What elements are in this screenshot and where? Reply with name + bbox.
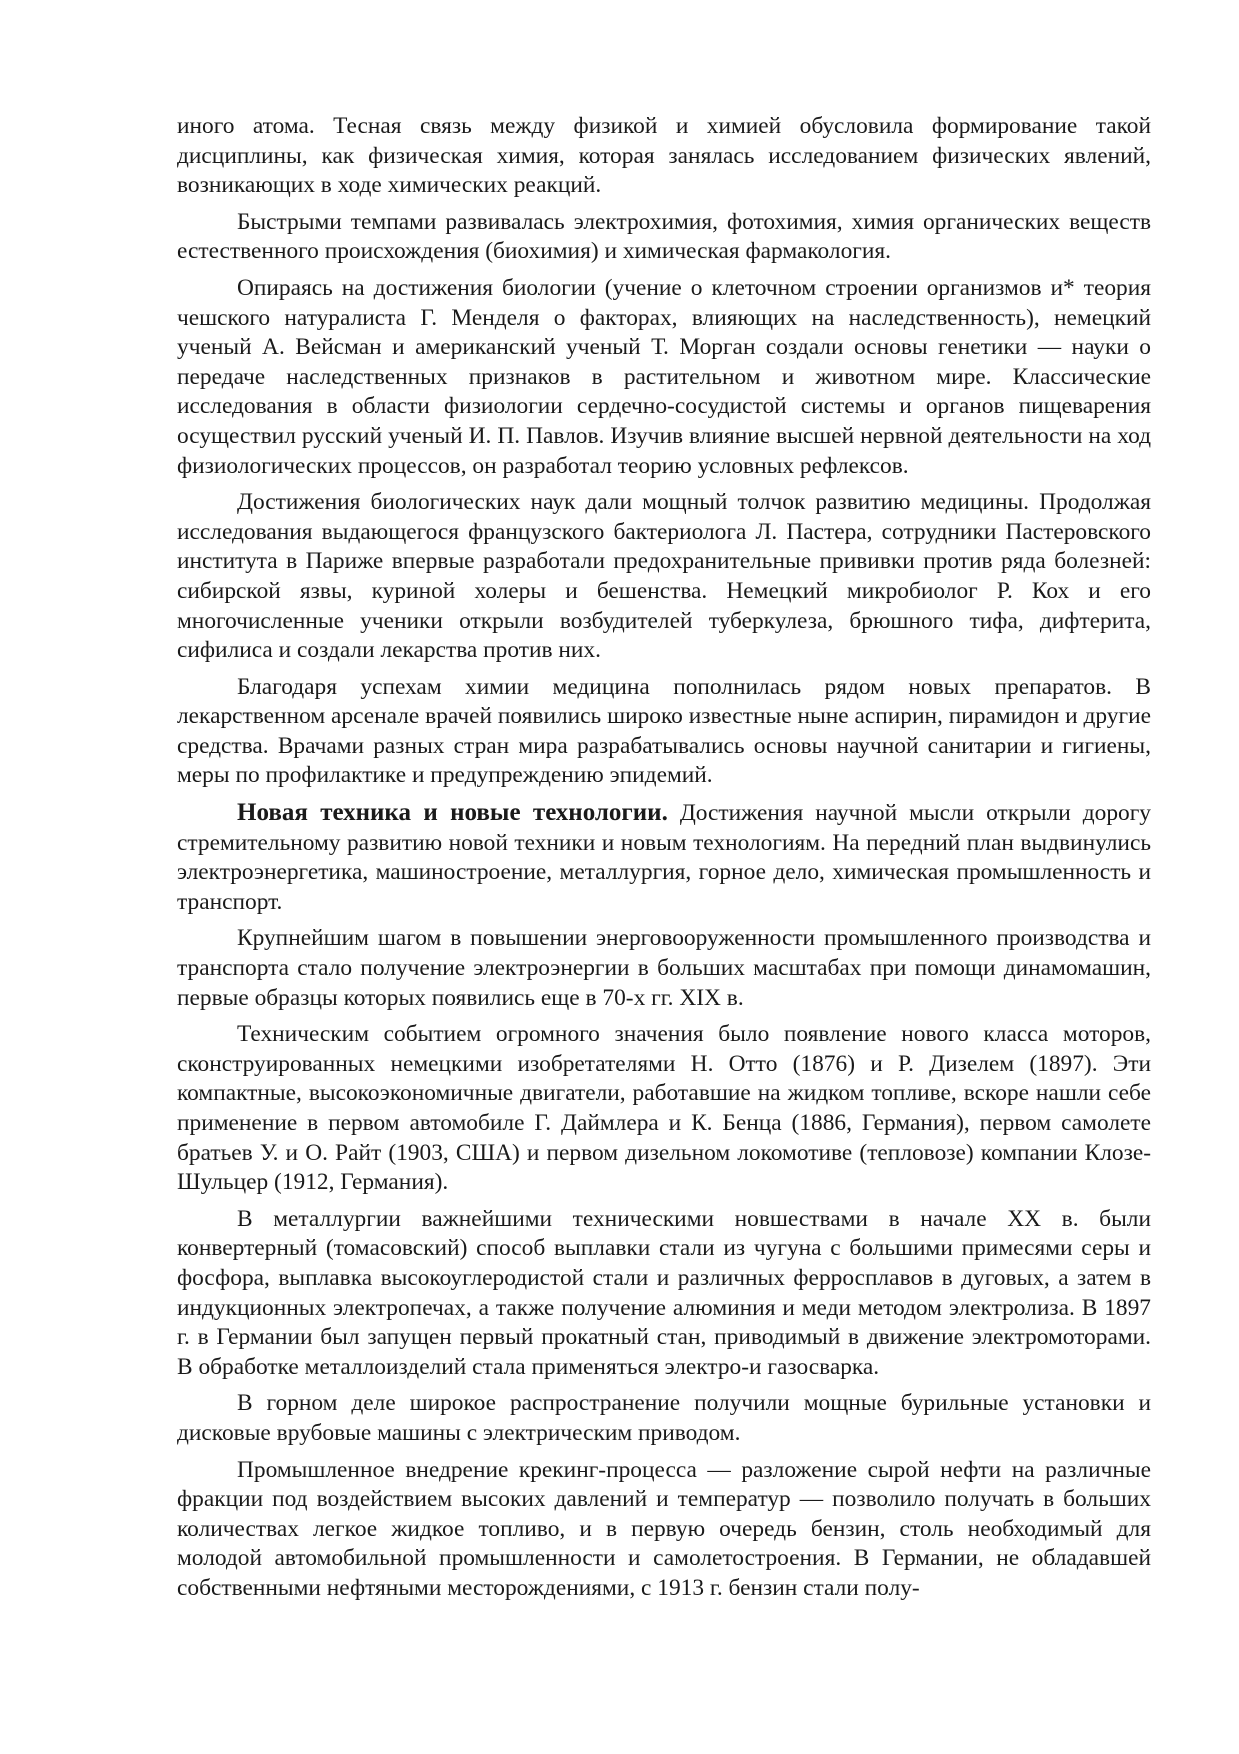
paragraph-genetics: Опираясь на достижения биологии (учение о клеточном строении организмов и* теория чешского натуралиста Г. Менделя о факторах, влияющих на наследственность), немецкий ученый А. Вейсман и американский ученый Т. Морган создали основы генетики — науки о передаче наследственных признаков в растительном и животном мире. Классические исследования в области физиологии сердечно-сосудистой системы и органов пищеварения осуществил русский ученый И. П. Павлов. Изучив влияние высшей нервной деятельности на ход физиологических процессов, он разработал теорию условных рефлексов. (177, 274, 1151, 479)
paragraph-metallurgy: В металлургии важнейшими техническими новшествами в начале XX в. были конвертерный (томасовский) способ выплавки стали из чугуна с большими примесями серы и фосфора, выплавка высокоуглеродистой стали и различных ферросплавов в дуговых, а затем в индукционных электропечах, а также получение алюминия и меди методом электролиза. В 1897 г. в Германии был запущен первый прокатный стан, приводимый в движение электромоторами. В обработке металлоизделий стала применяться электро-и газосварка. (177, 1205, 1151, 1380)
paragraph-cracking: Промышленное внедрение крекинг-процесса — разложение сырой нефти на различные фракции под воздействием высоких давлений и температур — позволило получать в больших количествах легкое жидкое топливо, и в первую очередь бензин, столь необходимый для молодой автомобильной промышленности и самолетостроения. В Германии, не обладавшей собственными нефтяными месторождениями, с 1913 г. бензин стали полу- (177, 1456, 1151, 1601)
paragraph-chemistry-continued: иного атома. Тесная связь между физикой и химией обусловила формирование такой дисциплины, как физическая химия, которая занялась исследованием физических явлений, возникающих в ходе химических реакций. (177, 113, 1151, 199)
paragraph-engines: Техническим событием огромного значения было появление нового класса моторов, сконструированных немецкими изобретателями Н. Отто (1876) и Р. Дизелем (1897). Эти компактные, высокоэкономичные двигатели, работавшие на жидком топливе, вскоре нашли себе применение в первом автомобиле Г. Даймлера и К. Бенца (1886, Германия), первом самолете братьев У. и О. Райт (1903, США) и первом дизельном локомотиве (тепловозе) компании Клозе-Шульцер (1912, Германия). (177, 1021, 1151, 1196)
paragraph-electricity: Крупнейшим шагом в повышении энерговооруженности промышленного производства и транспорта стало получение электроэнергии в больших масштабах при помощи динамомашин, первые образцы которых появились еще в 70-х гг. XIX в. (177, 925, 1151, 1011)
paragraph-chemistry-branches: Быстрыми темпами развивалась электрохимия, фотохимия, химия органических веществ естественного происхождения (биохимия) и химическая фармакология. (177, 208, 1151, 265)
paragraph-pharmacology: Благодаря успехам химии медицина пополнилась рядом новых препаратов. В лекарственном арсенале врачей появились широко известные ныне аспирин, пирамидон и другие средства. Врачами разных стран мира разрабатывались основы научной санитарии и гигиены, меры по профилактике и предупреждению эпидемий. (177, 673, 1151, 789)
document-page (177, 112, 1151, 1611)
paragraph-mining: В горном деле широкое распространение получили мощные бурильные установки и дисковые врубовые машины с электрическим приводом. (177, 1390, 1151, 1446)
section-lead-text: Достижения научной мысли открыли дорогу стремительному развитию новой техники и новым технологиям. На передний план выдвинулись электроэнергетика, машиностроение, металлургия, горное дело, химическая промышленность и транспорт. (177, 800, 1152, 915)
section-heading: Новая техника и новые технологии. (237, 799, 668, 827)
section-new-technology (177, 798, 1151, 917)
paragraph-medicine: Достижения биологических наук дали мощный толчок развитию медицины. Продолжая исследования выдающегося французского бактериолога Л. Пастера, сотрудники Пастеровского института в Париже впервые разработали предохранительные прививки против ряда болезней: сибирской язвы, куриной холеры и бешенства. Немецкий микробиолог Р. Кох и его многочисленные ученики открыли возбудителей туберкулеза, брюшного тифа, дифтерита, сифилиса и создали лекарства против них. (177, 489, 1151, 664)
